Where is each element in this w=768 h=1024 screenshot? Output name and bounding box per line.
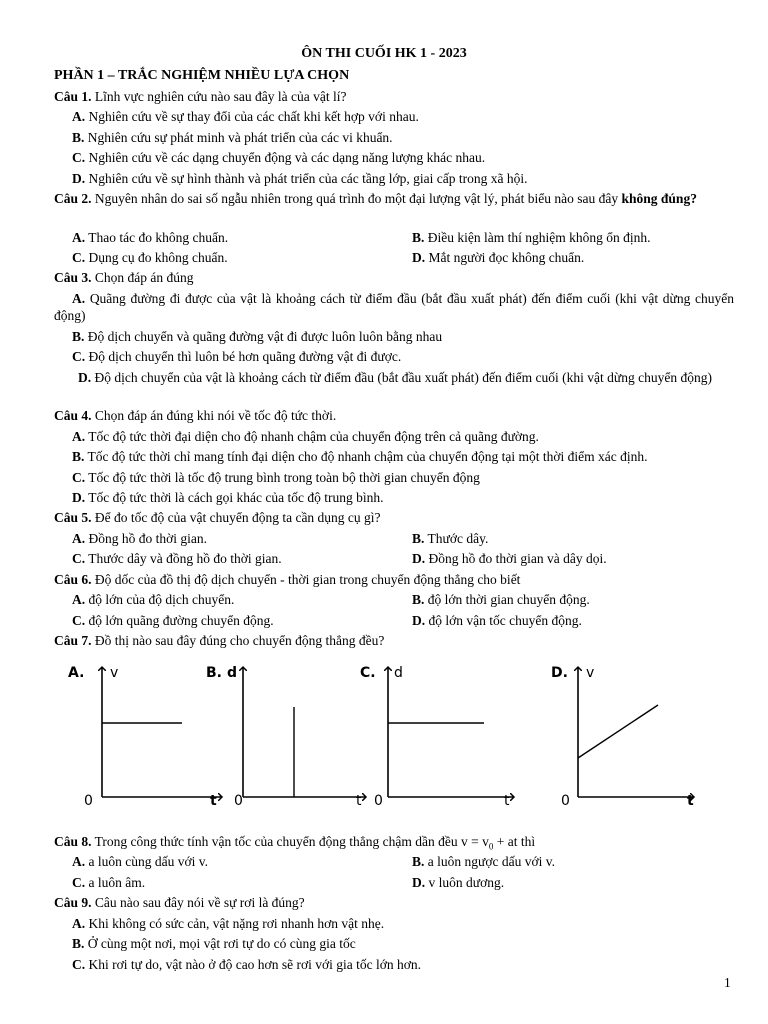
q1-option-d: D. Nghiên cứu về sự hình thành và phát triển của các tầng lớp, giai cấp trong xã hội. — [72, 171, 528, 186]
q5-option-b: B. Thước dây. — [412, 531, 489, 546]
q9-option-a: A. Khi không có sức cản, vật nặng rơi nhanh hơn vật nhẹ. — [72, 916, 385, 931]
q6-option-b: B. độ lớn thời gian chuyển động. — [412, 592, 590, 607]
question-6: Câu 6. Độ dốc của đồ thị độ dịch chuyển - thời gian trong chuyển động thẳng cho biết — [54, 572, 521, 587]
graph-d-line — [578, 705, 658, 758]
question-8: Câu 8. Trong công thức tính vận tốc của chuyển động thẳng chậm dần đều $v = v_0$ + at thì — [54, 834, 536, 852]
q1-option-b: B. Nghiên cứu sự phát minh và phát triển của các vi khuẩn. — [72, 130, 393, 145]
q5-option-a: A. Đồng hồ đo thời gian. — [72, 531, 208, 546]
q6-option-c: C. độ lớn quãng đường chuyển động. — [72, 613, 274, 628]
q2-option-b: B. Điều kiện làm thí nghiệm không ổn định. — [412, 230, 651, 245]
graph-d — [551, 665, 694, 809]
graph-d-x-label: t — [687, 793, 694, 809]
q4-option-b: B. Tốc độ tức thời chỉ mang tính đại diện cho độ nhanh chậm của chuyển động tại một thời điểm xác định. — [72, 449, 648, 464]
q8-option-c: C. a luôn âm. — [72, 875, 146, 890]
graph-a-y-label: v — [110, 665, 119, 681]
q4-option-a: A. Tốc độ tức thời đại diện cho độ nhanh chậm của chuyển động trên cả quãng đường. — [72, 429, 539, 444]
q8-option-b: B. a luôn ngược dấu với v. — [412, 854, 555, 869]
graph-b-letter: B. — [206, 665, 222, 681]
q6-option-d: D. độ lớn vận tốc chuyển động. — [412, 613, 582, 628]
q5-option-d: D. Đồng hồ đo thời gian và dây dọi. — [412, 551, 607, 566]
q6-option-a: A. độ lớn của độ dịch chuyển. — [72, 592, 235, 607]
q3-option-b: B. Độ dịch chuyển và quãng đường vật đi được luôn luôn bằng nhau — [72, 329, 443, 344]
q4-option-c: C. Tốc độ tức thời là tốc độ trung bình trong toàn bộ thời gian chuyển động — [72, 470, 480, 485]
q5-option-c: C. Thước dây và đồng hồ đo thời gian. — [72, 551, 282, 566]
q8-option-a: A. a luôn cùng dấu với v. — [72, 854, 208, 869]
q1-option-c: C. Nghiên cứu về các dạng chuyển động và các dạng năng lượng khác nhau. — [72, 150, 486, 165]
section-heading: PHẦN 1 – TRẮC NGHIỆM NHIỀU LỰA CHỌN — [54, 68, 350, 83]
graph-a-x-label: t — [210, 793, 217, 809]
question-3: Câu 3. Chọn đáp án đúng — [54, 270, 194, 285]
q2-option-a: A. Thao tác đo không chuẩn. — [72, 230, 229, 245]
graph-b-y-label: d — [227, 665, 238, 681]
graph-d-y-label: v — [586, 665, 595, 681]
q4-option-d: D. Tốc độ tức thời là cách gọi khác của tốc độ trung bình. — [72, 490, 384, 505]
question-9: Câu 9. Câu nào sau đây nói về sự rơi là đúng? — [54, 895, 305, 910]
graph-c-letter: C. — [360, 665, 376, 681]
q2-option-d: D. Mắt người đọc không chuẩn. — [412, 250, 585, 265]
graph-a — [68, 665, 222, 809]
graph-d-letter: D. — [551, 665, 568, 681]
page-title: ÔN THI CUỐI HK 1 - 2023 — [301, 46, 467, 61]
q9-option-c: C. Khi rơi tự do, vật nào ở độ cao hơn sẽ rơi với gia tốc lớn hơn. — [72, 957, 421, 972]
q8-option-d: D. v luôn dương. — [412, 875, 505, 890]
question-1: Câu 1. Lĩnh vực nghiên cứu nào sau đây là của vật lí? — [54, 89, 347, 104]
graph-c-origin: 0 — [374, 793, 383, 809]
question-7: Câu 7. Đồ thị nào sau đây đúng cho chuyển động thẳng đều? — [54, 633, 385, 648]
question-2: Câu 2. Nguyên nhân do sai số ngẫu nhiên trong quá trình đo một đại lượng vật lý, phát biểu nào sau đây không đúng? — [54, 191, 697, 206]
graph-c — [360, 665, 514, 809]
graph-a-letter: A. — [68, 665, 85, 681]
graph-c-x-label: t — [504, 793, 510, 809]
motion-graphs — [54, 655, 744, 815]
question-5: Câu 5. Để đo tốc độ của vật chuyển động ta cần dụng cụ gì? — [54, 510, 381, 525]
page-number: 1 — [724, 975, 731, 990]
q9-option-b: B. Ở cùng một nơi, mọi vật rơi tự do có cùng gia tốc — [72, 936, 356, 951]
graph-c-y-label: d — [394, 665, 403, 681]
graph-a-origin: 0 — [84, 793, 93, 809]
graph-b-origin: 0 — [234, 793, 243, 809]
q3-option-c: C. Độ dịch chuyển thì luôn bé hơn quãng đường vật đi được. — [72, 349, 402, 364]
q3-option-a: A. Quãng đường đi được của vật là khoảng cách từ điểm đầu (bắt đầu xuất phát) đến điểm cuối (khi vật dừng chuyển động) — [54, 291, 735, 323]
q3-option-d: D. Độ dịch chuyển của vật là khoảng cách từ điểm đầu (bắt đầu xuất phát) đến điểm cuối (khi vật dừng chuyển động) — [78, 370, 712, 385]
q1-option-a: A. Nghiên cứu về sự thay đổi của các chất khi kết hợp với nhau. — [72, 109, 419, 124]
graph-d-origin: 0 — [561, 793, 570, 809]
graph-b — [206, 665, 366, 809]
q2-option-c: C. Dụng cụ đo không chuẩn. — [72, 250, 228, 265]
question-4: Câu 4. Chọn đáp án đúng khi nói về tốc độ tức thời. — [54, 408, 337, 423]
graph-b-x-label: t — [356, 793, 362, 809]
